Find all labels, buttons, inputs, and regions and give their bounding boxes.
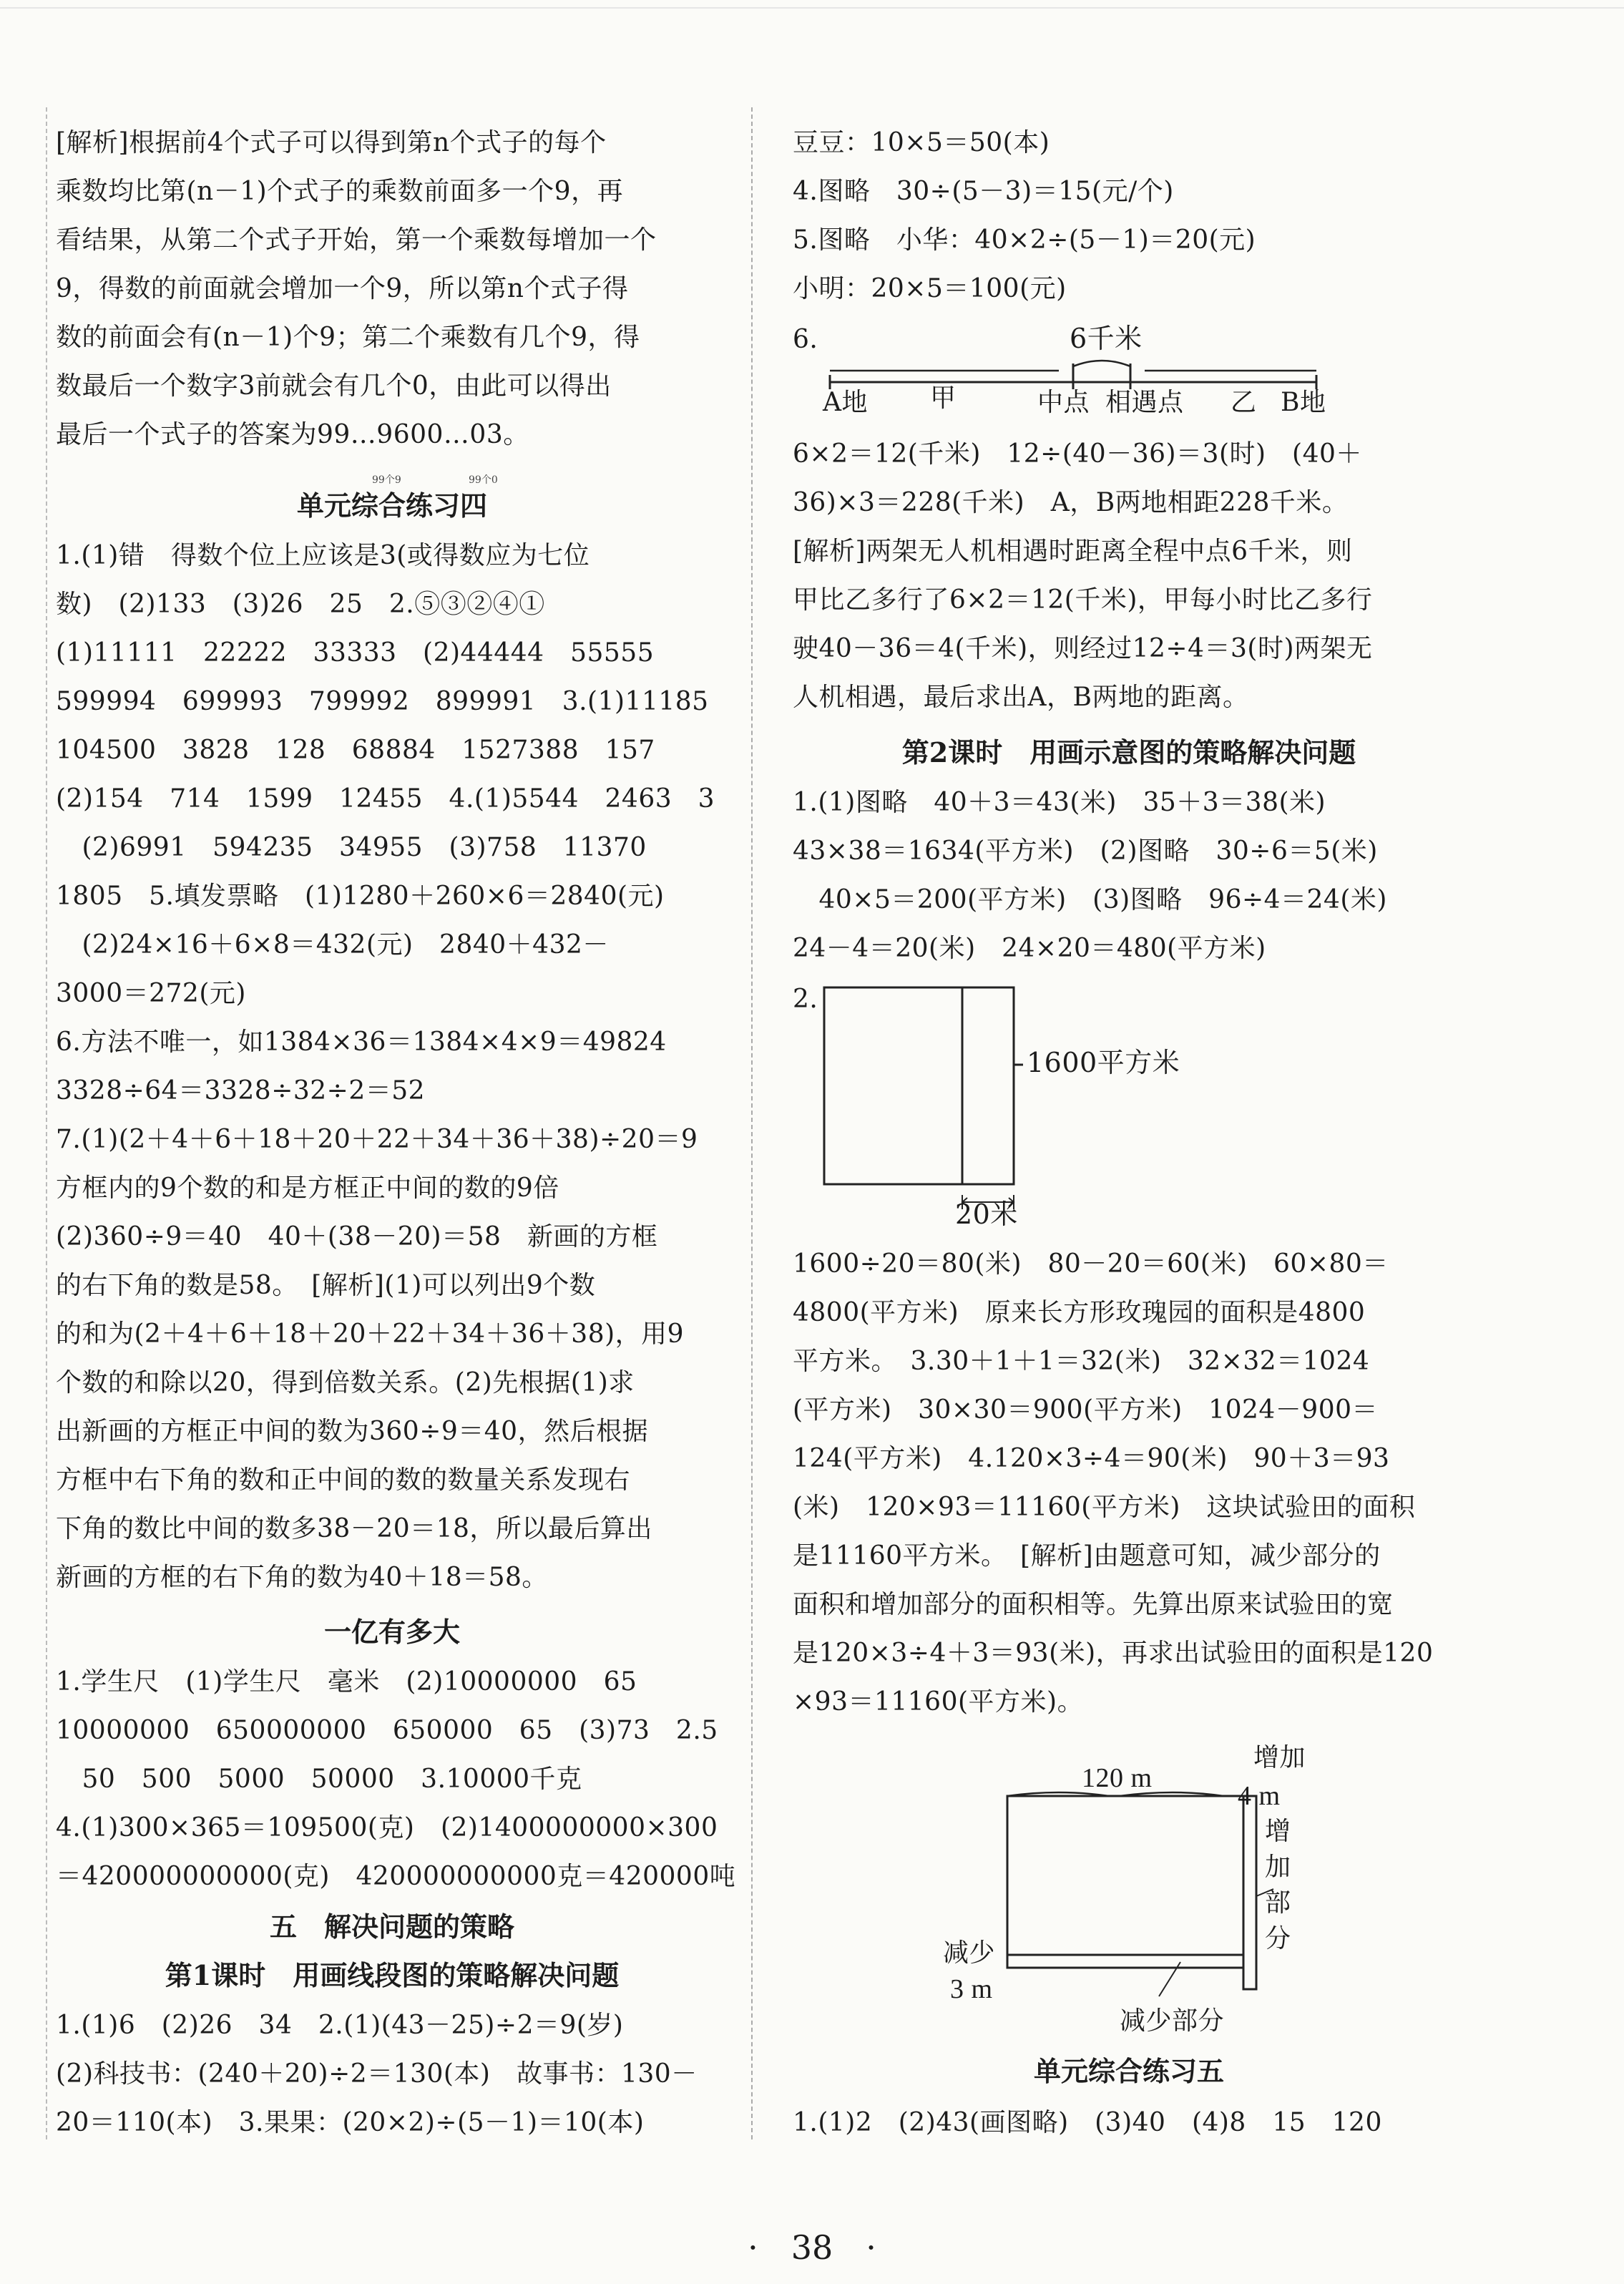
answer-line: 5.图略 小华：40×2÷(5－1)＝20(元)	[793, 225, 1256, 255]
answer-line: 1.(1)2 (2)43(画图略) (3)40 (4)8 15 120	[793, 2108, 1382, 2137]
answer-line: 方框中右下角的数和正中间的数的数量关系发现右	[56, 1465, 631, 1495]
q6-point-a: A地	[823, 388, 868, 417]
chapter-five-title: 五 解决问题的策略	[269, 1910, 514, 1943]
answer-line: 4.(1)300×365＝109500(克) (2)1400000000×300	[56, 1813, 718, 1843]
answer-line: (平方米) 30×30＝900(平方米) 1024－900＝	[793, 1395, 1379, 1425]
lesson-two-title: 第2课时 用画示意图的策略解决问题	[901, 736, 1356, 768]
answer-line: 是120×3÷4＋3＝93(米)，再求出试验田的面积是120	[793, 1639, 1434, 1668]
q4-increase-amount: 4 m	[1238, 1781, 1281, 1811]
q4-field-rect	[1007, 1796, 1243, 1968]
answer-line: 50 500 5000 50000 3.10000千克	[56, 1765, 582, 1794]
answer-line: 1.(1)图略 40＋3＝43(米) 35＋3＝38(米)	[793, 788, 1326, 817]
q6-point-b: B地	[1281, 388, 1326, 417]
analysis-line: 最后一个式子的答案为99…9600…03。	[56, 420, 529, 449]
answer-line: 下角的数比中间的数多38－20＝18，所以最后算出	[56, 1514, 652, 1543]
q6-distance-label: 6千米	[1070, 323, 1143, 354]
answer-line: ＝420000000000(克) 420000000000克＝420000吨	[56, 1862, 736, 1891]
answer-line: (2)6991 594235 34955 (3)758 11370	[56, 833, 647, 862]
answer-line: 的和为(2＋4＋6＋18＋20＋22＋34＋36＋38)，用9	[56, 1319, 685, 1349]
answer-line: 1.学生尺 (1)学生尺 毫米 (2)10000000 65	[56, 1667, 637, 1697]
q6-label-meet: 相遇点	[1105, 388, 1184, 417]
analysis-line: [解析]根据前4个式子可以得到第n个式子的每个	[56, 128, 607, 157]
answer-line: 面积和增加部分的面积相等。先算出原来试验田的宽	[793, 1590, 1394, 1619]
answer-line: 数) (2)133 (3)26 25 2.⑤③②④①	[56, 590, 545, 619]
answer-line: 是11160平方米。 [解析]由题意可知，减少部分的	[793, 1541, 1381, 1571]
analysis-line: 数的前面会有(n－1)个9；第二个乘数有几个9，得	[56, 323, 640, 352]
section-five-title: 单元综合练习五	[1033, 2055, 1224, 2087]
answer-line: 599994 699993 799992 899991 3.(1)11185	[56, 687, 709, 716]
analysis-line: 看结果，从第二个式子开始，第一个乘数每增加一个	[56, 225, 657, 255]
q2-outer-rect	[824, 987, 1014, 1184]
q4-increase-part-char: 增	[1265, 1817, 1291, 1846]
q6-brace	[1073, 361, 1130, 366]
answer-line: 6.方法不唯一，如1384×36＝1384×4×9＝49824	[56, 1028, 667, 1057]
under-note-zeros: 99个0	[469, 474, 498, 486]
answer-line: 个数的和除以20，得到倍数关系。(2)先根据(1)求	[56, 1368, 635, 1397]
answer-line: 124(平方米) 4.120×3÷4＝90(米) 90＋3＝93	[793, 1444, 1390, 1473]
section-four-title: 单元综合练习四	[296, 489, 487, 522]
q6-label-yi: 乙	[1231, 388, 1257, 417]
answer-line: 24－4＝20(米) 24×20＝480(平方米)	[793, 934, 1266, 963]
answer-line: 驶40－36＝4(千米)，则经过12÷4＝3(时)两架无	[793, 634, 1373, 663]
answer-line: 1.(1)6 (2)26 34 2.(1)(43－25)÷2＝9(岁)	[56, 2011, 624, 2040]
section-yiyi-title: 一亿有多大	[323, 1616, 460, 1648]
answer-line: 36)×3＝228(千米) A，B两地相距228千米。	[793, 488, 1349, 517]
answer-line: 7.(1)(2＋4＋6＋18＋20＋22＋34＋36＋38)÷20＝9	[56, 1125, 698, 1154]
answer-line: 43×38＝1634(平方米) (2)图略 30÷6＝5(米)	[793, 836, 1378, 866]
answer-line: 1805 5.填发票略 (1)1280＋260×6＝2840(元)	[56, 882, 665, 911]
q4-increase-strip	[1243, 1796, 1256, 1989]
top-edge-rule	[0, 7, 1624, 9]
answer-line: 20＝110(本) 3.果果：(20×2)÷(5－1)＝10(本)	[56, 2108, 645, 2137]
left-margin-rule	[46, 107, 47, 2139]
page-number: · 38 ·	[748, 2228, 876, 2267]
q2-width-label: 20米	[955, 1199, 1018, 1230]
analysis-line: 数最后一个数字3前就会有几个0，由此可以得出	[56, 371, 612, 401]
answer-line: (2)科技书：(240＋20)÷2＝130(本) 故事书：130－	[56, 2059, 698, 2089]
q4-increase-part-char: 部	[1265, 1888, 1291, 1918]
answer-line: (2)360÷9＝40 40＋(38－20)＝58 新画的方框	[56, 1222, 658, 1251]
q6-label-mid: 中点	[1037, 388, 1090, 417]
q4-decrease-part: 减少部分	[1120, 2006, 1225, 2036]
q4-decrease-word: 减少	[943, 1938, 996, 1968]
q2-area-label: 1600平方米	[1027, 1047, 1180, 1078]
lesson-one-title: 第1课时 用画线段图的策略解决问题	[165, 1959, 620, 1991]
answer-line: 平方米。 3.30＋1＋1＝32(米) 32×32＝1024	[793, 1347, 1370, 1376]
answer-line: 3328÷64＝3328÷32÷2＝52	[56, 1076, 426, 1106]
q6-label-jia: 甲	[930, 384, 957, 413]
answer-line: 新画的方框的右下角的数为40＋18＝58。	[56, 1563, 548, 1592]
answer-line: 4800(平方米) 原来长方形玫瑰园的面积是4800	[793, 1298, 1366, 1327]
answer-line: 人机相遇，最后求出A，B两地的距离。	[793, 683, 1249, 712]
q4-increase-word: 增加	[1253, 1743, 1306, 1772]
answer-line: 出新画的方框正中间的数为360÷9＝40，然后根据	[56, 1417, 649, 1446]
answer-line: [解析]两架无人机相遇时距离全程中点6千米，则	[793, 537, 1353, 566]
answer-line: ×93＝11160(平方米)。	[793, 1687, 1084, 1717]
answer-line: 104500 3828 128 68884 1527388 157	[56, 736, 655, 765]
analysis-line: 乘数均比第(n－1)个式子的乘数前面多一个9，再	[56, 177, 624, 206]
answer-line: 1.(1)错 得数个位上应该是3(或得数应为七位	[56, 541, 590, 570]
answer-line: 方框内的9个数的和是方框正中间的数的9倍	[56, 1173, 559, 1203]
q2-label: 2.	[793, 985, 818, 1014]
answer-line: (2)154 714 1599 12455 4.(1)5544 2463 3	[56, 784, 715, 814]
answer-line: 40×5＝200(平方米) (3)图略 96÷4＝24(米)	[793, 885, 1387, 914]
q4-increase-part-char: 加	[1265, 1853, 1291, 1882]
answer-line: 甲比乙多行了6×2＝12(千米)，甲每小时比乙多行	[793, 585, 1373, 615]
q4-decrease-amount: 3 m	[950, 1974, 993, 2004]
answer-line: (2)24×16＋6×8＝432(元) 2840＋432－	[56, 930, 609, 960]
answer-line: 的右下角的数是58。 [解析](1)可以列出9个数	[56, 1271, 596, 1300]
q4-increase-part-char: 分	[1265, 1924, 1291, 1953]
answer-line: 10000000 650000000 650000 65 (3)73 2.5	[56, 1716, 718, 1745]
column-divider	[751, 107, 753, 2139]
answer-line: 小明：20×5＝100(元)	[793, 274, 1067, 303]
answer-line: 6×2＝12(千米) 12÷(40－36)＝3(时) (40＋	[793, 439, 1362, 469]
answer-line: 豆豆：10×5＝50(本)	[793, 128, 1050, 157]
answer-line: (米) 120×93＝11160(平方米) 这块试验田的面积	[793, 1493, 1416, 1522]
answer-line: 4.图略 30÷(5－3)＝15(元/个)	[793, 177, 1174, 206]
answer-line: (1)11111 22222 33333 (2)44444 55555	[56, 638, 655, 668]
answer-line: 1600÷20＝80(米) 80－20＝60(米) 60×80＝	[793, 1249, 1389, 1279]
analysis-line: 9，得数的前面就会增加一个9，所以第n个式子得	[56, 274, 629, 303]
q6-label: 6.	[793, 325, 818, 354]
answer-line: 3000＝272(元)	[56, 979, 246, 1008]
under-note-nines: 99个9	[372, 474, 401, 486]
q4-length-label: 120 m	[1082, 1763, 1153, 1793]
